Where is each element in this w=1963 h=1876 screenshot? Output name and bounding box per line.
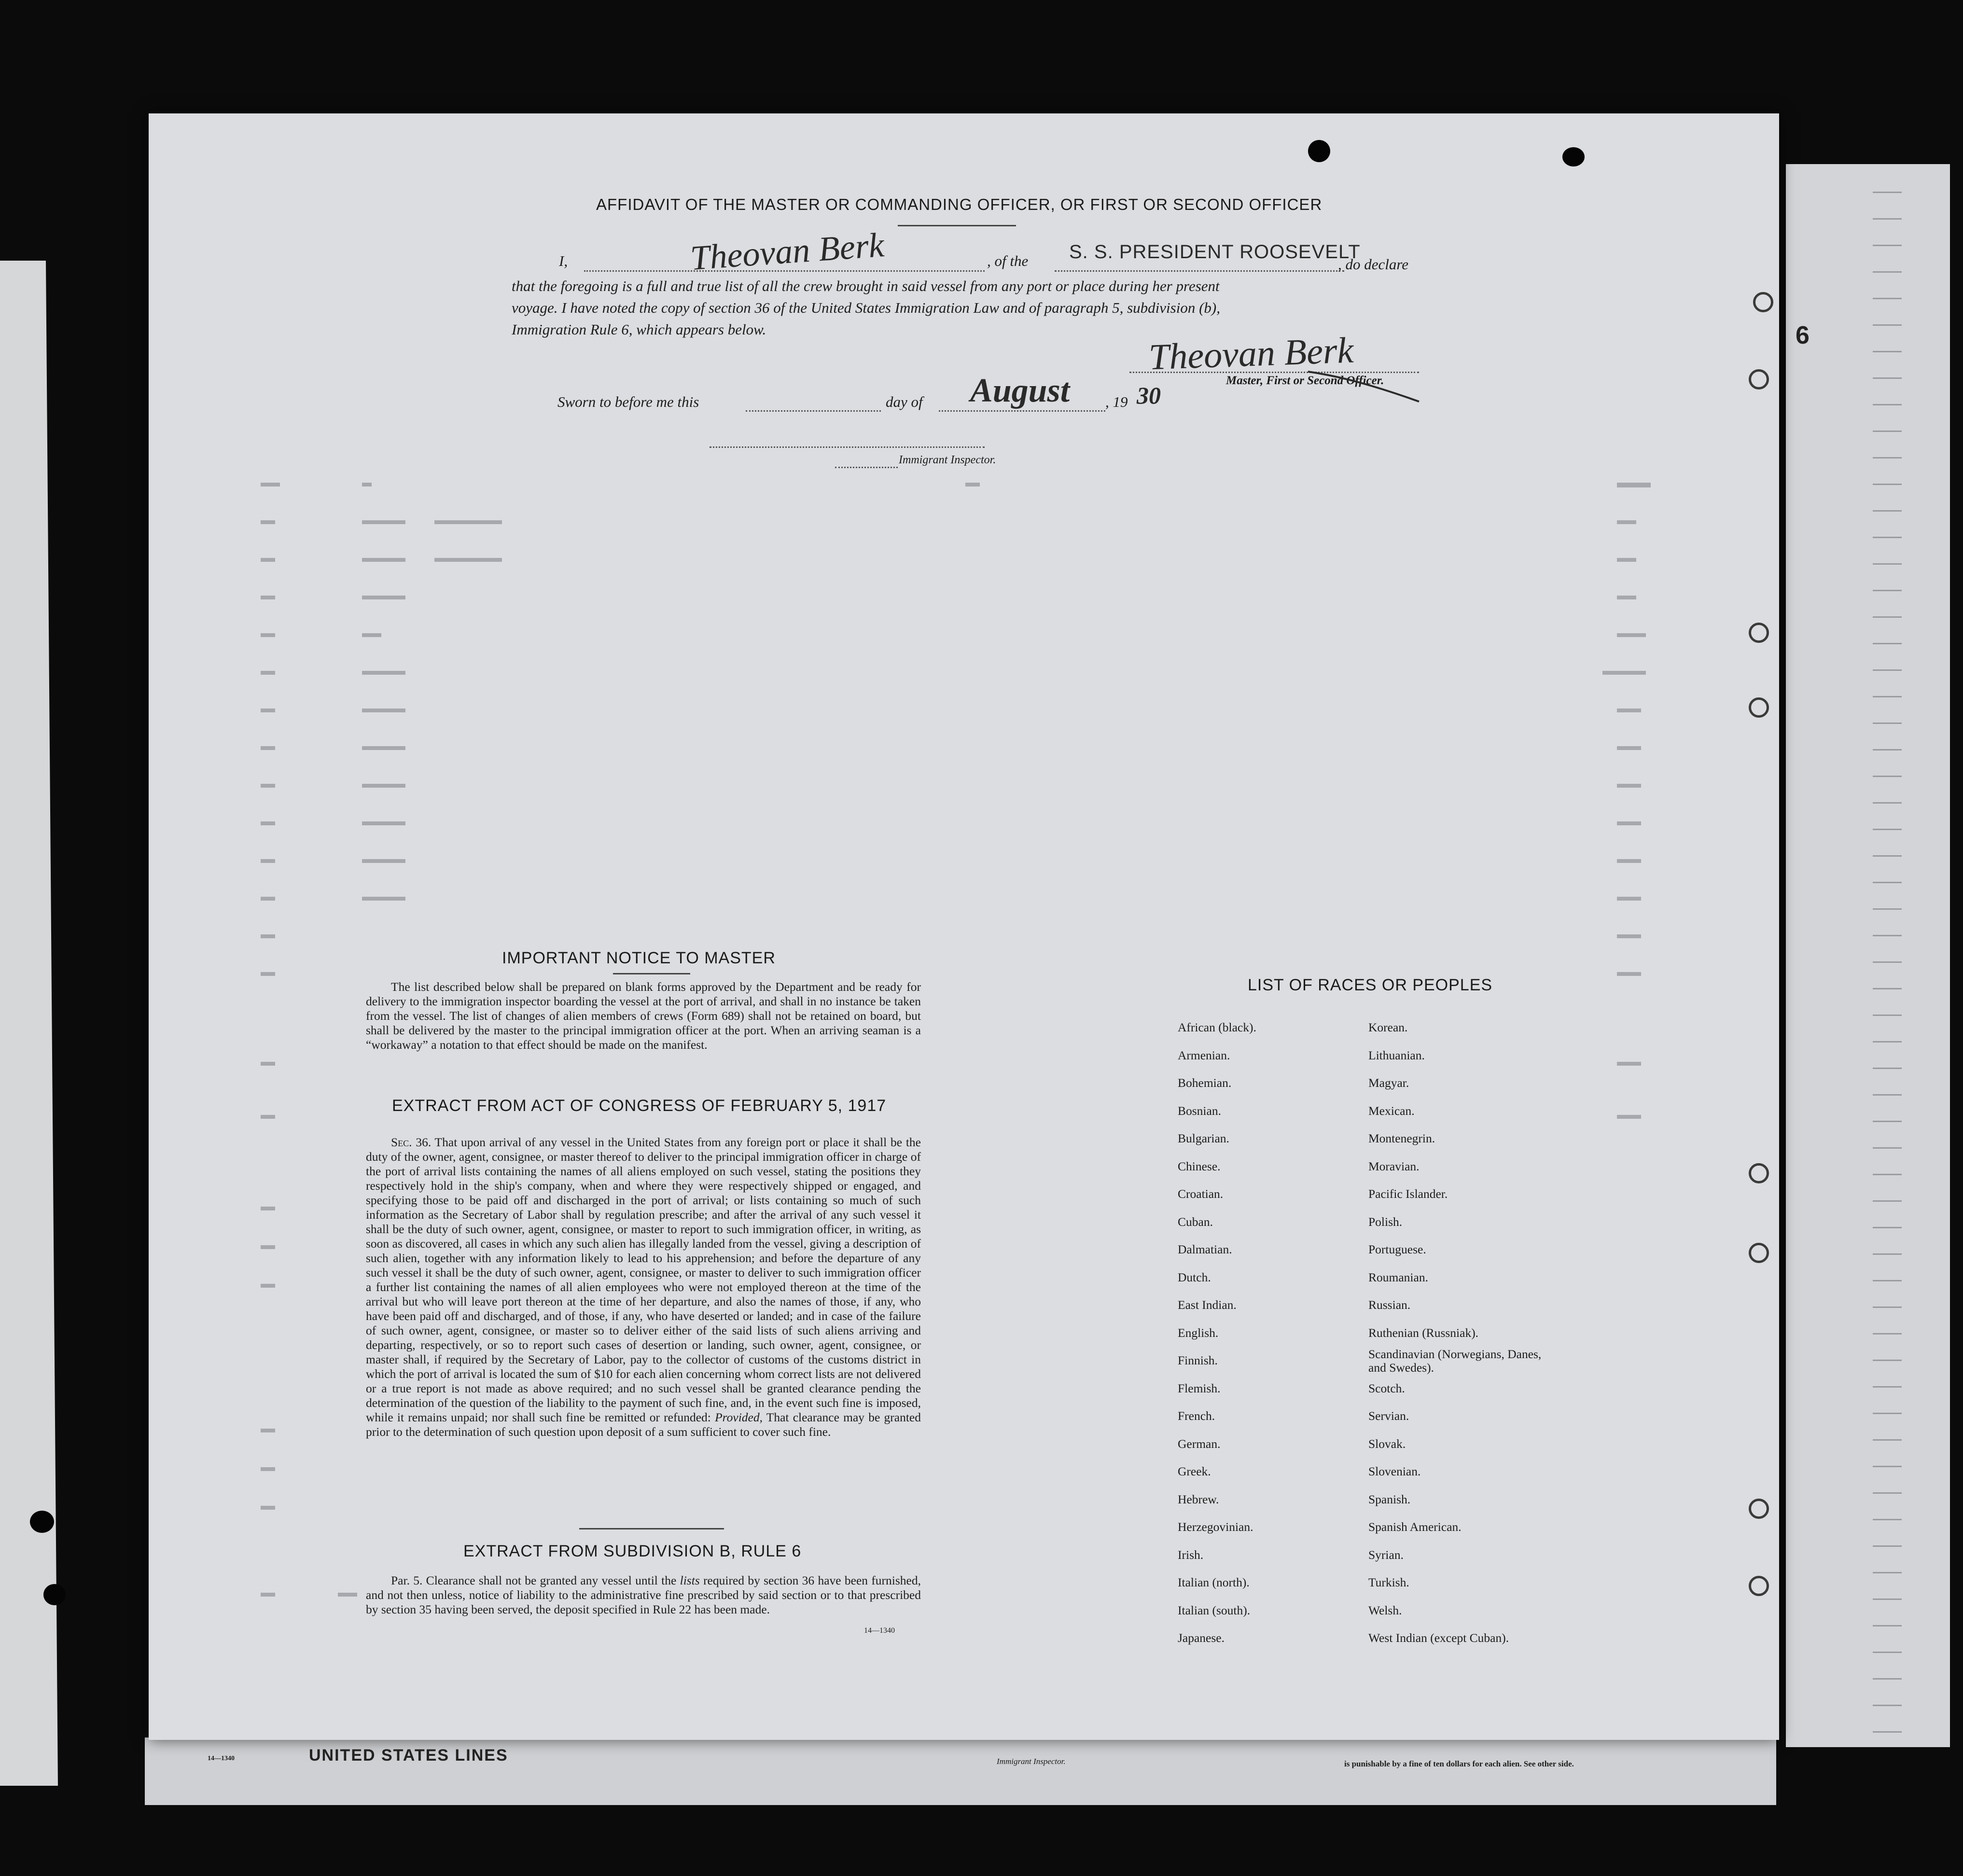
race-item: Japanese. — [1178, 1631, 1225, 1645]
race-item: Herzegovinian. — [1178, 1520, 1253, 1534]
race-item: Ruthenian (Russniak). — [1368, 1325, 1479, 1340]
race-item: Flemish. — [1178, 1381, 1221, 1395]
race-item: Chinese. — [1178, 1159, 1221, 1173]
underlying-page-edge — [1786, 164, 1950, 1747]
inspector-label: Immigrant Inspector. — [899, 454, 996, 466]
binder-ring — [1749, 697, 1769, 718]
race-item: Croatian. — [1178, 1187, 1224, 1201]
month-field-line — [939, 410, 1105, 412]
race-item: Lithuanian. — [1368, 1048, 1425, 1062]
divider — [898, 225, 1016, 226]
race-item: West Indian (except Cuban). — [1368, 1631, 1509, 1645]
day-field-line — [746, 410, 881, 412]
rule-extract-title: EXTRACT FROM SUBDIVISION B, RULE 6 — [463, 1542, 802, 1560]
divider — [613, 973, 690, 974]
edge-glyph: 6 — [1796, 321, 1810, 349]
footer-note: is punishable by a fine of ten dollars for each alien. See other side. — [1344, 1759, 1574, 1768]
races-column-2 — [1368, 1014, 1542, 1652]
act-extract-paragraph — [366, 1135, 921, 1439]
race-item: Syrian. — [1368, 1547, 1404, 1562]
race-item: Italian (north). — [1178, 1575, 1250, 1589]
race-item: Irish. — [1178, 1547, 1204, 1562]
race-item: African (black). — [1178, 1020, 1256, 1034]
binder-ring — [1749, 1163, 1769, 1183]
binder-ring — [1749, 1576, 1769, 1596]
binder-ring — [1749, 369, 1769, 389]
race-item: Turkish. — [1368, 1575, 1409, 1589]
race-item: Pacific Islander. — [1368, 1187, 1448, 1201]
affidavit-title: AFFIDAVIT OF THE MASTER OR COMMANDING OFFICER, OR FIRST OR SECOND OFFICER — [596, 195, 1323, 213]
race-item: Bosnian. — [1178, 1103, 1221, 1118]
affidavit-line-4: Immigration Rule 6, which appears below. — [512, 321, 766, 338]
rule-text-b: required by section 36 have been furnished, and not then unless, notice of liability to the administrative fine prescribed by said section or to that prescribed by section 35 having been served, the deposit specified in Rule 22 has been made. — [366, 1573, 921, 1616]
form-number: 14—1340 — [864, 1626, 895, 1635]
section-label: Sec. 36. — [391, 1135, 432, 1149]
races-column-1 — [1178, 1014, 1351, 1652]
race-item: Polish. — [1368, 1214, 1403, 1229]
inspector-signature-line — [710, 446, 985, 448]
race-item: East Indian. — [1178, 1298, 1237, 1312]
race-item: Russian. — [1368, 1298, 1411, 1312]
left-page-edge — [0, 261, 58, 1786]
race-item: German. — [1178, 1436, 1221, 1451]
race-item: Greek. — [1178, 1464, 1211, 1478]
race-item: Spanish American. — [1368, 1520, 1462, 1534]
act-extract-body: That upon arrival of any vessel in the United States from any foreign port or place it shall be the duty of the owner, agent, consignee, or master thereof to deliver to the principal immigration officer in charge of the port of arrival lists containing the names of all aliens employed on such vessel, stating the positions they respectively hold in the ship's company, when and where they were respectively shipped or engaged, and specifying those to be paid off and discharged in the port of arrival; or lists containing so much of such information as the Secretary of Labor shall by regulation prescribe; and after the arrival of any such vessel it shall be the duty of such owner, agent, consignee, or master to report to such immigration officer, in writing, as soon as discovered, all cases in which any such alien has illegally landed from the vessel, giving a description of such alien, together with any information likely to lead to his apprehension; and before the departure of any such vessel it shall be the duty of such owner, agent, consignee, or master to deliver to such immigration officer a further list containing the names of all alien employees who were not employed thereon at the time of the arrival but who will leave port thereon at the time of her departure, and also the names of those, if any, who have been paid off and discharged, and of those, if any, who have deserted or landed; and in case of the failure of such owner, agent, consignee, or master so to deliver either of the said lists of such aliens arriving and departing, respectively, or so to report such cases of desertion or landing, such owner, agent, consignee, or master shall, if required by the Secretary of Labor, pay to the collector of customs of the customs district in which the port of arrival is located the sum of $10 for each alien concerning whom correct lists are not delivered or a true report is not made as above required; and no such vessel shall be granted clearance pending the determination of the question of the liability to the payment of such fine, and, in the event such fine is imposed, while it remains unpaid; nor shall such fine be remitted or refunded: — [366, 1135, 921, 1424]
notice-title: IMPORTANT NOTICE TO MASTER — [502, 949, 776, 967]
notice-text: The list described below shall be prepared on blank forms approved by the Department and be ready for delivery to the immigration inspector boarding the vessel at the port of arrival, and shall in no instance be taken from the vessel. The list of changes of alien members of crews (Form 689) shall not be retained on board, but shall be delivered by the master to the principal immigration officer at the port. When an arriving seaman is a “workaway” a notation to that effect should be made on the manifest. — [366, 980, 921, 1052]
divider — [579, 1528, 724, 1529]
race-item: Slovak. — [1368, 1436, 1406, 1451]
race-item: Scandinavian (Norwegians, Danes, and Swedes). — [1368, 1347, 1542, 1375]
punch-hole — [1562, 147, 1585, 167]
race-item: Scotch. — [1368, 1381, 1405, 1395]
act-extract-end: That clearance may be granted prior to the determination of such question upon deposit of a sum sufficient to cover such fine. — [366, 1410, 921, 1439]
signature-name: Theovan Berk — [689, 225, 886, 278]
inspector-short-line — [835, 467, 898, 468]
race-item: Mexican. — [1368, 1103, 1415, 1118]
affidavit-of-the: , of the — [987, 252, 1029, 269]
master-label: Master, First or Second Officer. — [1226, 374, 1384, 387]
race-item: Korean. — [1368, 1020, 1408, 1034]
race-item: Spanish. — [1368, 1492, 1411, 1506]
race-item: Roumanian. — [1368, 1270, 1428, 1284]
master-signature: Theovan Berk — [1148, 330, 1354, 378]
sworn-month: August — [970, 372, 1070, 409]
race-item: Finnish. — [1178, 1353, 1218, 1367]
rule-extract-text — [366, 1573, 921, 1617]
race-item: Slovenian. — [1368, 1464, 1421, 1478]
rule-text-a: Par. 5. Clearance shall not be granted any vessel until the — [391, 1573, 677, 1587]
affidavit-i-label: I, — [559, 252, 568, 269]
year-prefix: , 19 — [1105, 393, 1128, 410]
sworn-label: Sworn to before me this — [557, 393, 699, 410]
race-item: Dalmatian. — [1178, 1242, 1232, 1256]
affidavit-line-2: that the foregoing is a full and true list of all the crew brought in said vessel from any port or place during her present — [512, 278, 1220, 294]
rule-extract-paragraph — [366, 1573, 921, 1617]
binder-ring — [1749, 1243, 1769, 1263]
footer-form-number: 14—1340 — [208, 1755, 235, 1762]
binder-ring — [1749, 623, 1769, 643]
binder-ring — [1749, 1499, 1769, 1519]
footer-inspector: Immigrant Inspector. — [997, 1757, 1066, 1766]
ledger-lines — [1873, 167, 1902, 1740]
race-item: Welsh. — [1368, 1603, 1402, 1617]
race-item: Cuban. — [1178, 1214, 1213, 1229]
affidavit-line-3: voyage. I have noted the copy of section 36 of the United States Immigration Law and of paragraph 5, subdivision (b), — [512, 299, 1220, 316]
affidavit-declare: , do declare — [1338, 256, 1409, 273]
race-item: Bohemian. — [1178, 1076, 1232, 1090]
race-item: Magyar. — [1368, 1076, 1409, 1090]
footer-company: UNITED STATES LINES — [309, 1746, 508, 1765]
race-item: Servian. — [1368, 1409, 1409, 1423]
race-item: Moravian. — [1368, 1159, 1420, 1173]
race-item: Montenegrin. — [1368, 1131, 1435, 1145]
lists-word: lists — [680, 1573, 700, 1587]
signature-flourish — [1303, 367, 1424, 405]
notice-paragraph — [366, 980, 921, 1052]
race-item: Bulgarian. — [1178, 1131, 1229, 1145]
punch-hole — [30, 1511, 54, 1533]
race-item: Hebrew. — [1178, 1492, 1219, 1506]
races-title: LIST OF RACES OR PEOPLES — [1248, 976, 1493, 994]
punch-hole — [1308, 140, 1330, 162]
race-item: Dutch. — [1178, 1270, 1211, 1284]
act-extract-text — [366, 1135, 921, 1439]
race-item: Portuguese. — [1368, 1242, 1426, 1256]
day-of-label: day of — [886, 393, 923, 410]
provided-word: Provided, — [715, 1410, 763, 1424]
vessel-field-line — [1055, 270, 1344, 272]
vessel-name: S. S. PRESIDENT ROOSEVELT — [1069, 241, 1361, 263]
binder-ring — [1753, 292, 1773, 312]
act-extract-title: EXTRACT FROM ACT OF CONGRESS OF FEBRUARY 5, 1917 — [392, 1097, 887, 1115]
race-item: Italian (south). — [1178, 1603, 1251, 1617]
race-item: Armenian. — [1178, 1048, 1230, 1062]
race-item: English. — [1178, 1325, 1219, 1340]
punch-hole — [43, 1584, 66, 1605]
sworn-year: 30 — [1137, 382, 1161, 409]
race-item: French. — [1178, 1409, 1215, 1423]
